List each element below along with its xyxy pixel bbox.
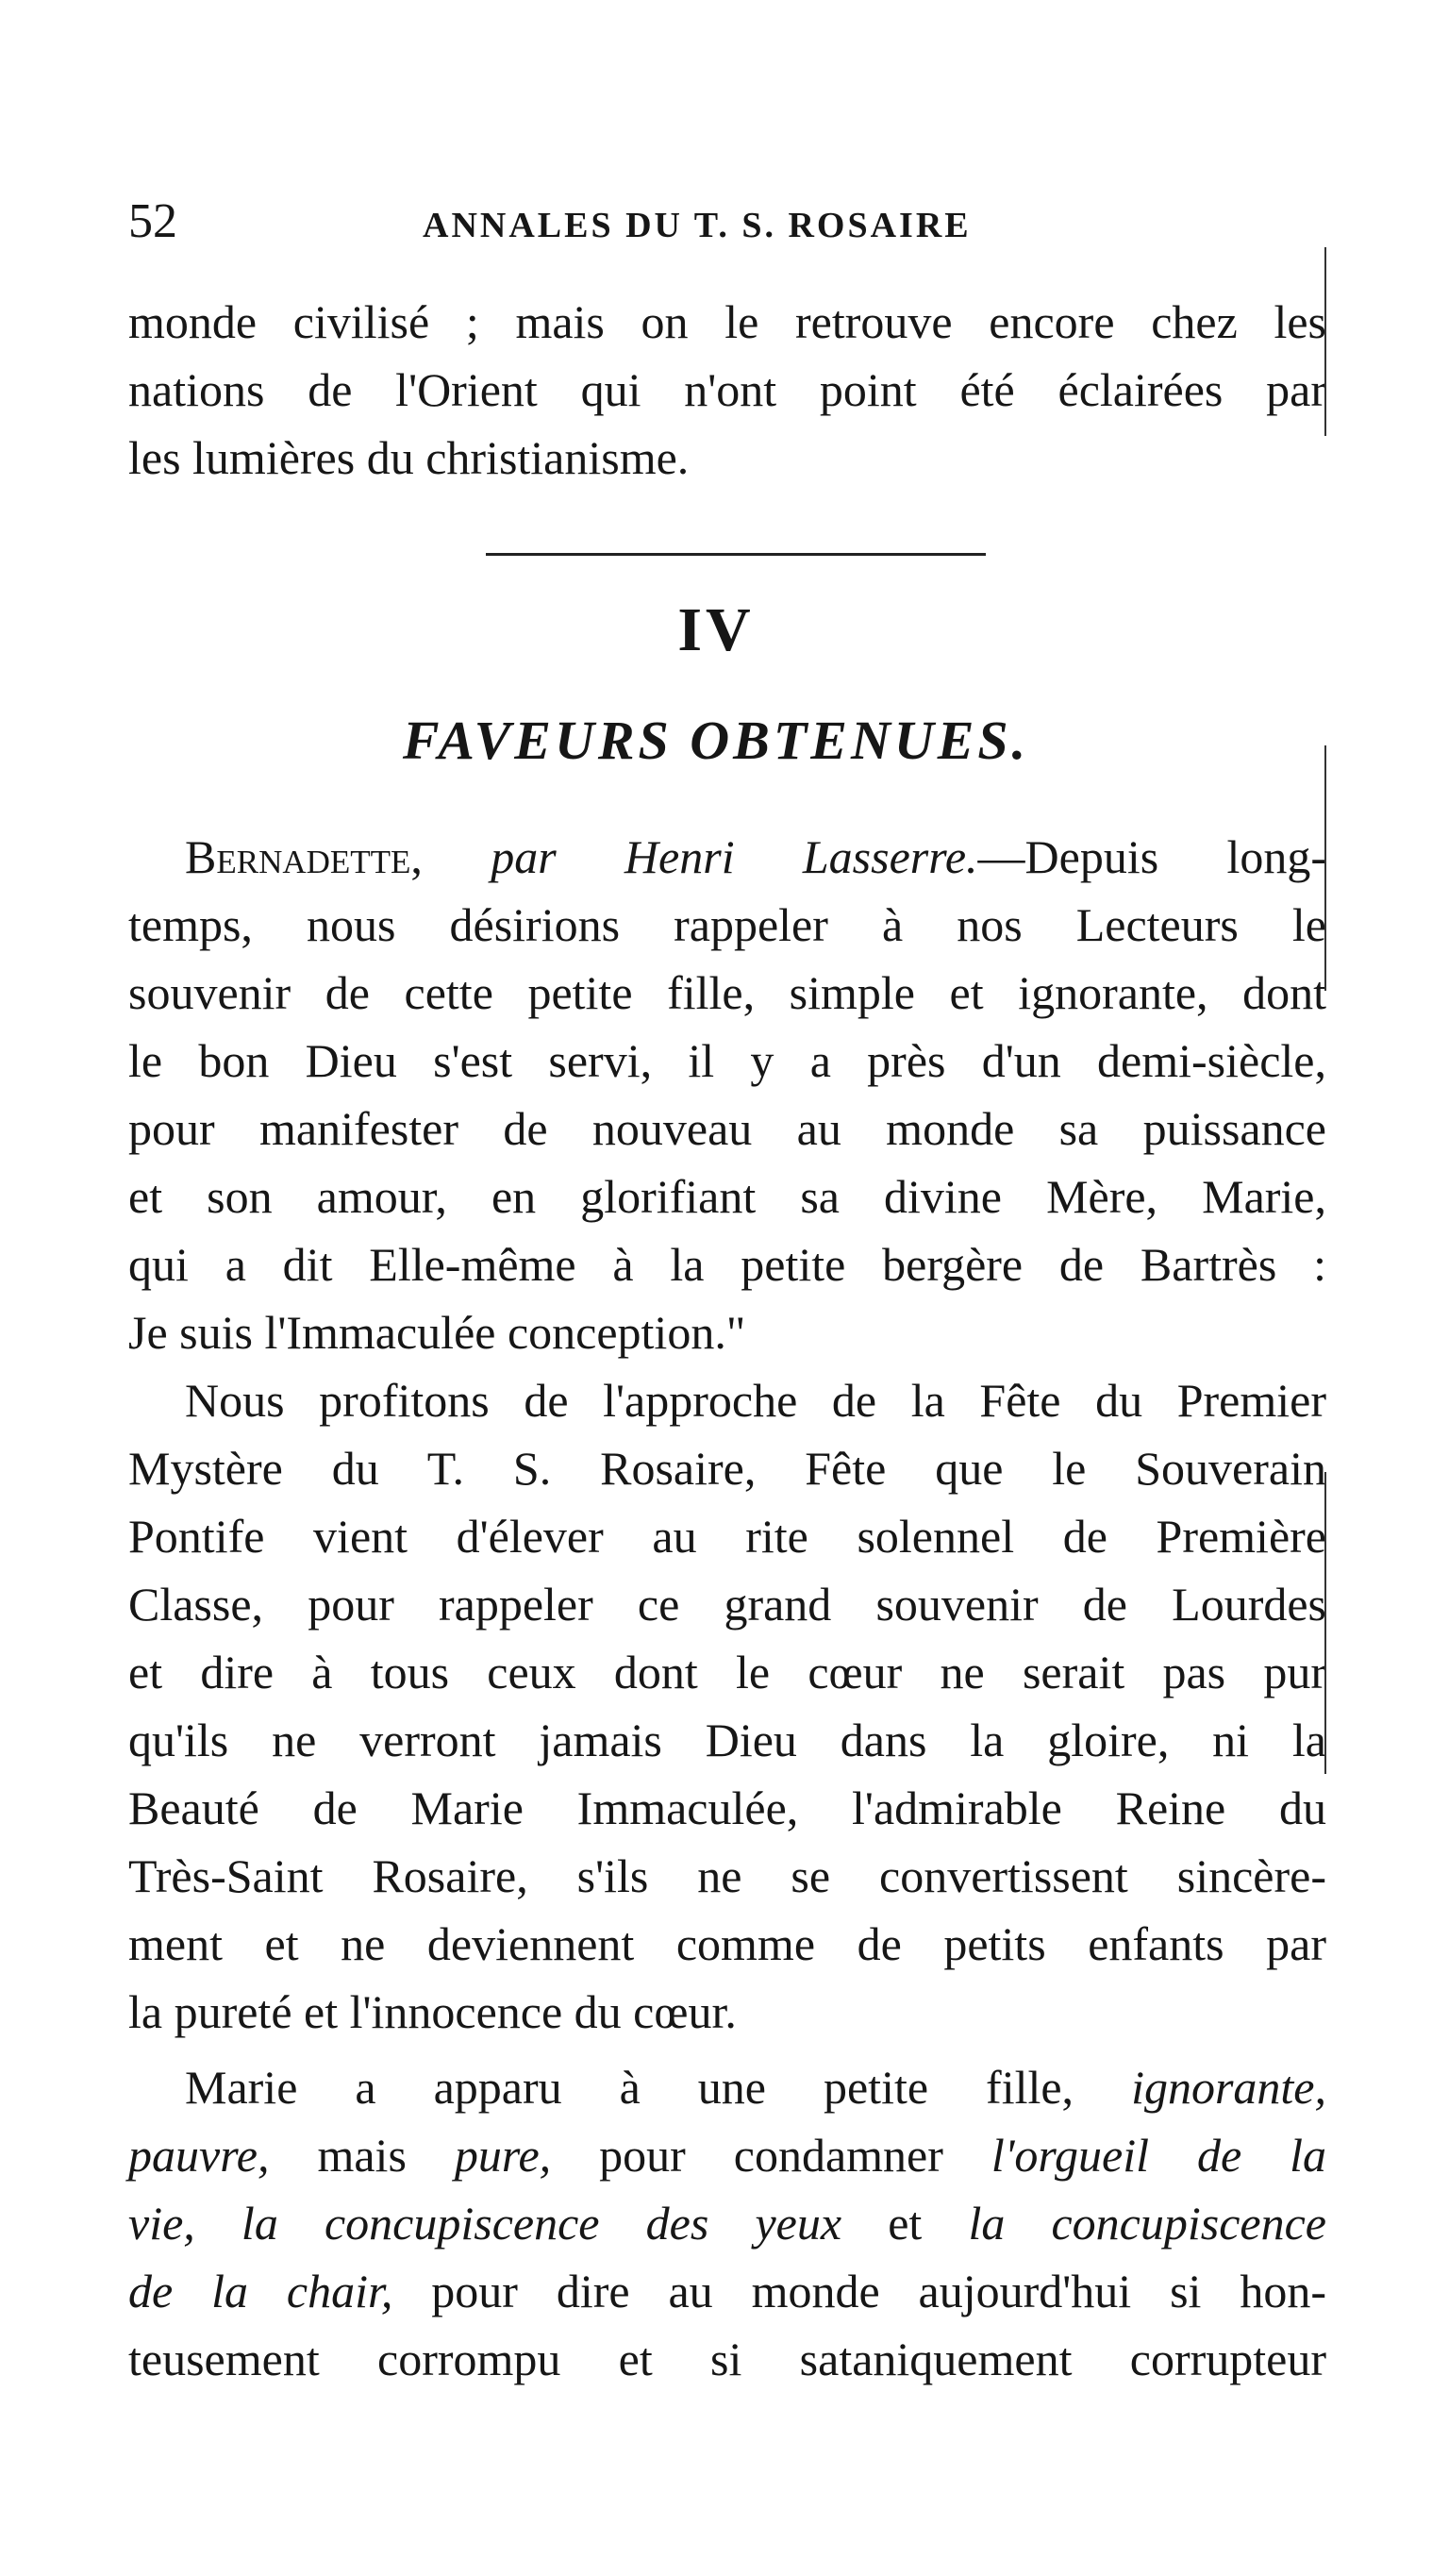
text-line: nations de l'Orient qui n'ont point été éclairées par [128, 363, 1326, 416]
text-line: la pureté et l'innocence du cœur. [128, 1985, 737, 2038]
text-line: Beauté de Marie Immaculée, l'admirable Reine du [128, 1781, 1326, 1834]
scan-margin-mark [1324, 1472, 1326, 1774]
text-line: monde civilisé ; mais on le retrouve encore chez les [128, 295, 1326, 348]
text-line: Nous profitons de l'approche de la Fête du Premier [185, 1374, 1326, 1427]
text-line: teusement corrompu et si sataniquement corrupteur [128, 2333, 1326, 2385]
page-number: 52 [128, 194, 177, 248]
text-line: Je suis l'Immaculée conception." [128, 1306, 746, 1359]
text-run: —Depuis long- [977, 830, 1326, 883]
text-run: Marie a apparu à une petite fille, [185, 2061, 1074, 2114]
italic-run: de la chair, [128, 2265, 393, 2317]
text-line: Très-Saint Rosaire, s'ils ne se convertissent sincère- [128, 1849, 1326, 1902]
text-line: Classe, pour rappeler ce grand souvenir de Lourdes [128, 1578, 1326, 1631]
text-line: et son amour, en glorifiant sa divine Mère, Marie, [128, 1170, 1326, 1223]
text-line: Mystère du T. S. Rosaire, Fête que le Souverain [128, 1442, 1326, 1495]
italic-run: ignorante, [1131, 2061, 1326, 2114]
text-line: et dire à tous ceux dont le cœur ne serait pas pur [128, 1646, 1326, 1698]
text-run: pour condamner [599, 2129, 943, 2182]
page-header [128, 189, 1326, 255]
text-run: pour dire au monde aujourd'hui si hon- [431, 2265, 1326, 2317]
italic-run: l'orgueil de la [991, 2129, 1327, 2182]
text-line: pour manifester de nouveau au monde sa puissance [128, 1102, 1326, 1155]
text-run: et [888, 2197, 923, 2250]
italic-run: pure, [454, 2129, 552, 2182]
text-line [185, 823, 1326, 891]
text-run: mais [317, 2129, 407, 2182]
running-head: ANNALES DU T. S. ROSAIRE [423, 206, 972, 245]
section-title: FAVEURS OBTENUES. [402, 710, 1030, 771]
text-line: les lumières du christianisme. [128, 431, 690, 484]
italic-run: pauvre, [128, 2129, 270, 2182]
text-line: souvenir de cette petite fille, simple et ignorante, dont [128, 966, 1326, 1019]
italic-run: la concupiscence [968, 2197, 1326, 2250]
book-title: Bernadette, [185, 830, 423, 883]
section-number: IV [677, 595, 755, 664]
text-line: qui a dit Elle-même à la petite bergère de Bartrès : [128, 1238, 1326, 1291]
text-line: qu'ils ne verront jamais Dieu dans la gloire, ni la [128, 1714, 1326, 1766]
scan-margin-mark [1324, 745, 1326, 991]
text-line: ment et ne deviennent comme de petits enfants par [128, 1917, 1326, 1970]
text-line: Pontife vient d'élever au rite solennel de Première [128, 1510, 1326, 1563]
text-line: temps, nous désirions rappeler à nos Lecteurs le [128, 898, 1326, 951]
italic-run: vie, la concupiscence des yeux [128, 2197, 842, 2250]
section-divider [486, 553, 986, 556]
book-author: par Henri Lasserre. [491, 830, 978, 883]
text-line [128, 2121, 1326, 2189]
scan-margin-mark [1324, 247, 1326, 436]
text-line [128, 2189, 1326, 2257]
text-line: le bon Dieu s'est servi, il y a près d'un demi-siècle, [128, 1034, 1326, 1087]
text-line [128, 2257, 1326, 2325]
text-line [185, 2053, 1326, 2121]
